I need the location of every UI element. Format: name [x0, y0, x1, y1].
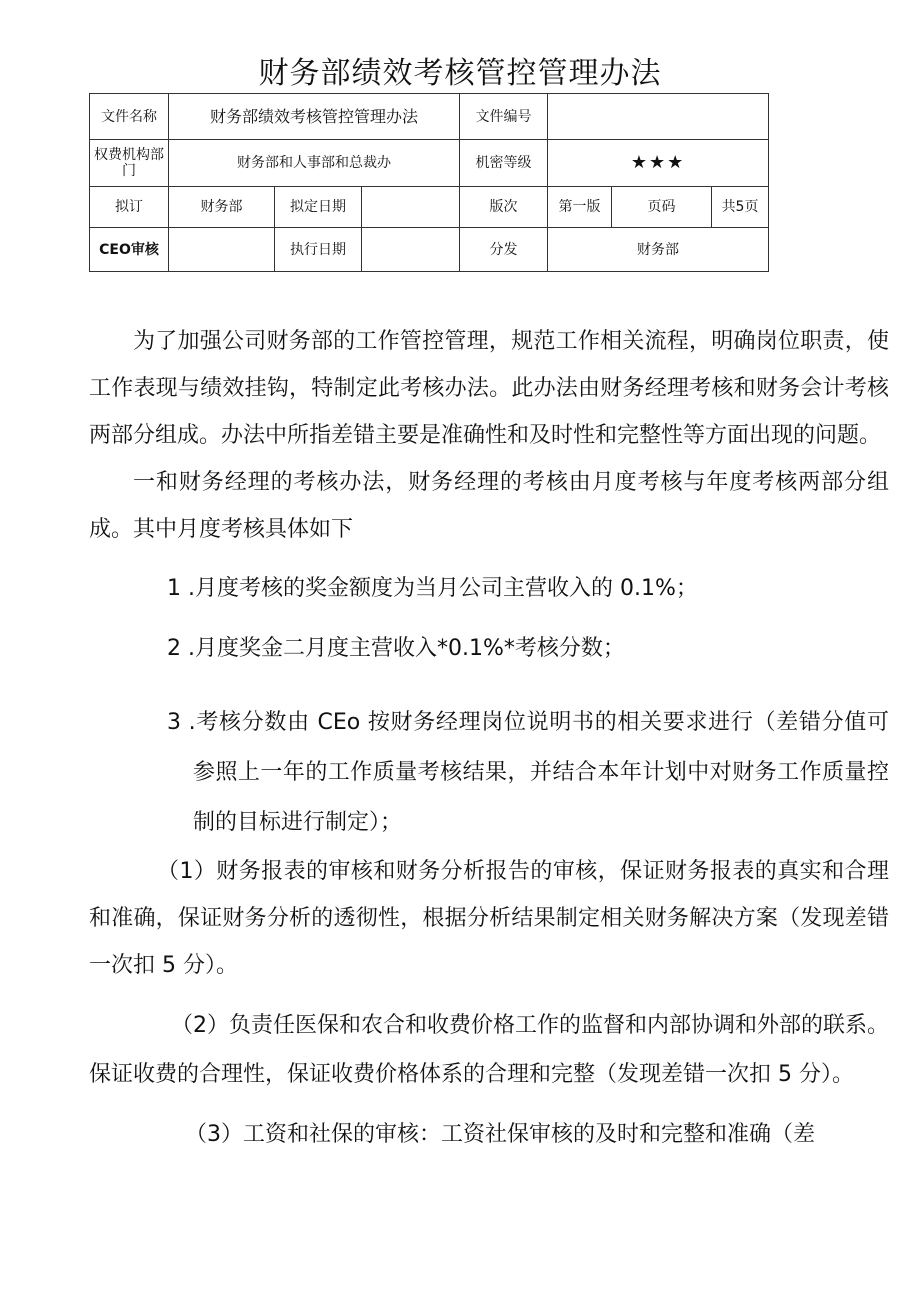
- intro-paragraph: 为了加强公司财务部的工作管控管理，规范工作相关流程，明确岗位职责，使工作表现与绩效挂钩，特制定此考核办法。此办法由财务经理考核和财务会计考核两部分组成。办法中所指差错主要是准确性和及时性和完整性等方面出现的问题。: [89, 329, 889, 448]
- exec-date-label: 执行日期: [275, 228, 362, 272]
- table-row: [90, 187, 769, 228]
- dept-label: 权费机构部门: [90, 140, 169, 187]
- table-row: [90, 140, 769, 187]
- doc-name-value: 财务部绩效考核管控管理办法: [169, 94, 460, 140]
- doc-no-value: [548, 94, 769, 140]
- list-item-1: 1 .月度考核的奖金额度为当月公司主营收入的 0.1%；: [167, 576, 698, 601]
- document-body: [89, 318, 889, 1158]
- table-row: [90, 228, 769, 272]
- distribute-value: 财务部: [548, 228, 769, 272]
- draft-date-value: [362, 187, 460, 228]
- doc-name-label: 文件名称: [90, 94, 169, 140]
- draft-date-label: 拟定日期: [275, 187, 362, 228]
- page-value: 共5页: [712, 187, 769, 228]
- draft-label: 拟订: [90, 187, 169, 228]
- dept-value: 财务部和人事部和总裁办: [169, 140, 460, 187]
- ceo-review-value: [169, 228, 275, 272]
- list-item-3: 3 .考核分数由 CEo 按财务经理岗位说明书的相关要求进行（差错分值可参照上一年的工作质量考核结果，并结合本年计划中对财务工作质量控制的目标进行制定）；: [167, 710, 889, 835]
- sub-item-2: （2）负责任医保和农合和收费价格工作的监督和内部协调和外部的联系。保证收费的合理性，保证收费价格体系的合理和完整（发现差错一次扣 5 分）。: [89, 1013, 889, 1087]
- document-title: 财务部绩效考核管控管理办法: [258, 56, 662, 91]
- draft-value: 财务部: [169, 187, 275, 228]
- secret-level-label: 机密等级: [460, 140, 548, 187]
- exec-date-value: [362, 228, 460, 272]
- document-info-table: [89, 93, 769, 272]
- doc-no-label: 文件编号: [460, 94, 548, 140]
- secret-level-stars: ★★★: [548, 140, 769, 187]
- distribute-label: 分发: [460, 228, 548, 272]
- sub-item-3: （3）工资和社保的审核：工资社保审核的及时和完整和准确（差: [185, 1122, 815, 1147]
- version-value: 第一版: [548, 187, 612, 228]
- ceo-review-label: CEO审核: [90, 228, 169, 272]
- section-1-paragraph: 一和财务经理的考核办法，财务经理的考核由月度考核与年度考核两部分组成。其中月度考核具体如下: [89, 470, 889, 542]
- table-row: [90, 94, 769, 140]
- sub-item-1: （1）财务报表的审核和财务分析报告的审核，保证财务报表的真实和合理和准确，保证财务分析的透彻性，根据分析结果制定相关财务解决方案（发现差错一次扣 5 分）。: [89, 859, 889, 978]
- version-label: 版次: [460, 187, 548, 228]
- page-label: 页码: [612, 187, 712, 228]
- list-item-2: 2 .月度奖金二月度主营收入*0.1%*考核分数；: [167, 636, 625, 661]
